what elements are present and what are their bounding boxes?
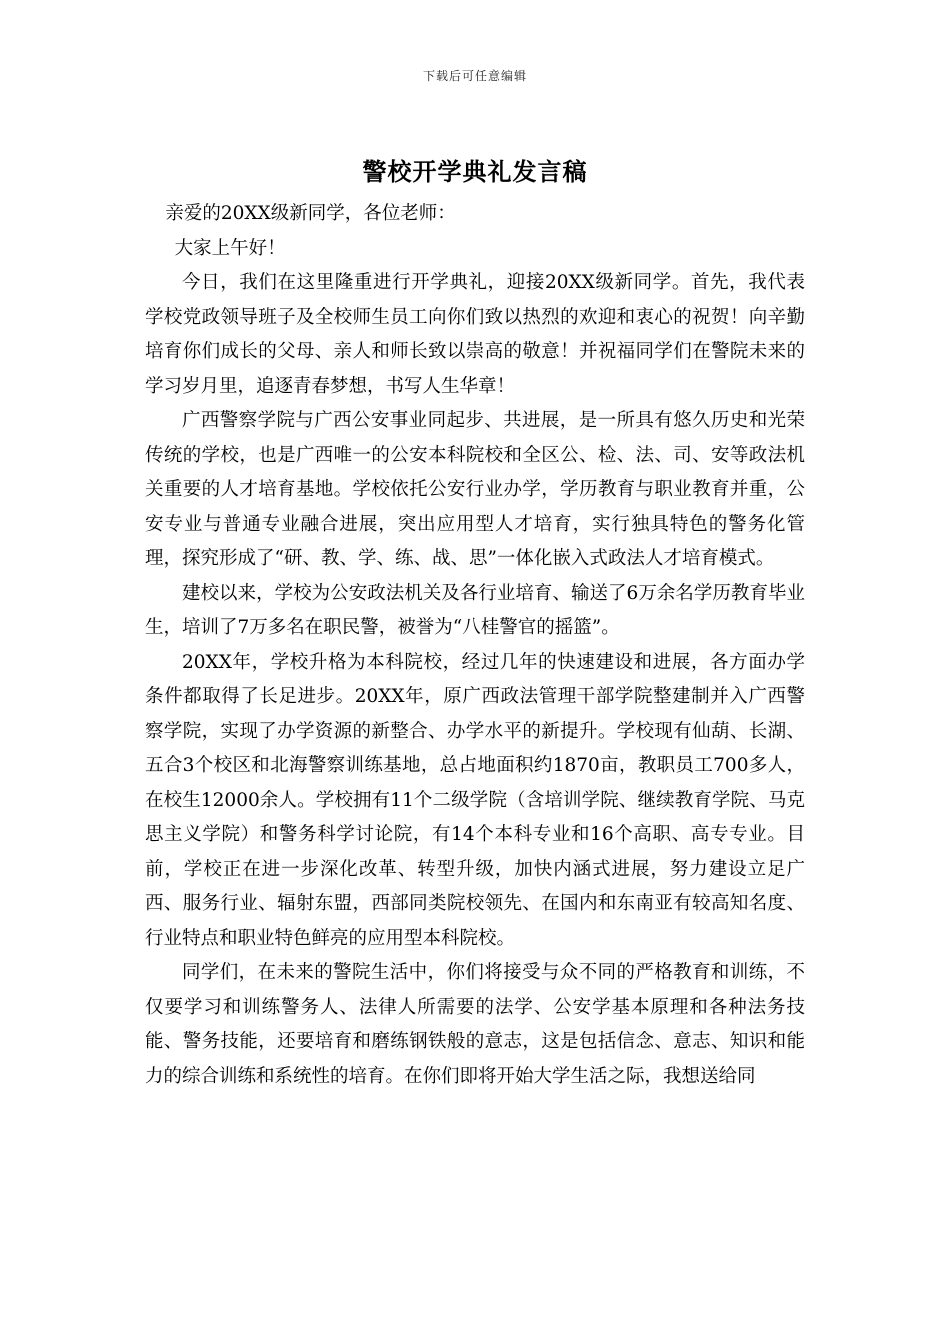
body-paragraph: 今日，我们在这里隆重进行开学典礼，迎接20XX级新同学。首先，我代表学校党政领导班子及全校师生员工向你们致以热烈的欢迎和衷心的祝贺！向辛勤培育你们成长的父母、亲人和师长致以崇高的敬意！并祝福同学们在警院未来的学习岁月里，追逐青春梦想，书写人生华章！	[145, 272, 805, 397]
document-title: 警校开学典礼发言稿	[362, 157, 588, 186]
body-paragraph: 建校以来，学校为公安政法机关及各行业培育、输送了6万余名学历教育毕业生，培训了7万多名在职民警，被誉为“八桂警官的摇篮”。	[145, 582, 805, 638]
header-note: 下载后可任意编辑	[422, 69, 527, 83]
greeting-paragraph: 大家上午好！	[174, 237, 286, 259]
document-body	[145, 197, 805, 1094]
body-paragraph: 同学们，在未来的警院生活中，你们将接受与众不同的严格教育和训练，不仅要学习和训练警务人、法律人所需要的法学、公安学基本原理和各种法务技能、警务技能，还要培育和磨练钢铁般的意志，这是包括信念、意志、知识和能力的综合训练和系统性的培育。在你们即将开始大学生活之际，我想送给同	[145, 962, 805, 1087]
body-paragraph: 广西警察学院与广西公安事业同起步、共进展，是一所具有悠久历史和光荣传统的学校，也是广西唯一的公安本科院校和全区公、检、法、司、安等政法机关重要的人才培育基地。学校依托公安行业办学，学历教育与职业教育并重，公安专业与普通专业融合进展，突出应用型人才培育，实行独具特色的警务化管理，探究形成了“研、教、学、练、战、思”一体化嵌入式政法人才培育模式。	[145, 410, 805, 569]
salutation-paragraph: 亲爱的20XX级新同学，各位老师：	[165, 203, 456, 224]
body-paragraph: 20XX年，学校升格为本科院校，经过几年的快速建设和进展，各方面办学条件都取得了长足进步。20XX年，原广西政法管理干部学院整建制并入广西警察学院，实现了办学资源的新整合、办学水平的新提升。学校现有仙葫、长湖、五合3个校区和北海警察训练基地，总占地面积约1870亩，教职员工700多人，在校生12000余人。学校拥有11个二级学院（含培训学院、继续教育学院、马克思主义学院）和警务科学讨论院，有14个本科专业和16个高职、高专专业。目前，学校正在进一步深化改革、转型升级，加快内涵式进展，努力建设立足广西、服务行业、辐射东盟，西部同类院校领先、在国内和东南亚有较高知名度、行业特点和职业特色鲜亮的应用型本科院校。	[145, 651, 805, 949]
